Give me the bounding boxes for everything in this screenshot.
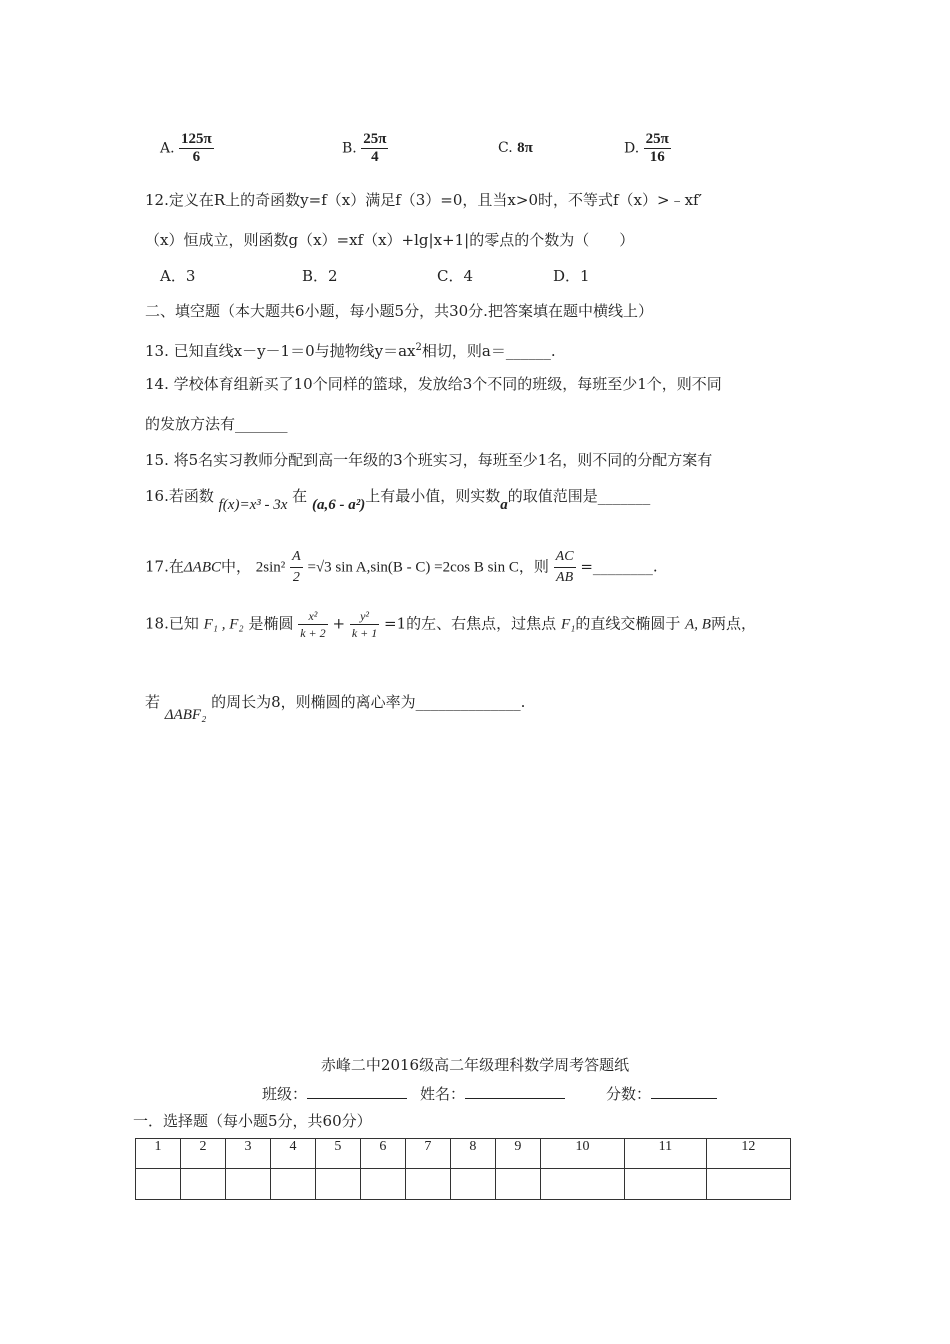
option-value: 8π — [517, 140, 533, 156]
answer-cell[interactable] — [540, 1169, 624, 1200]
q18-line2-suffix: 的周长为8，则椭圆的离心率为______________. — [211, 693, 526, 711]
q11-option-a — [160, 131, 214, 166]
q13-suffix: 相切，则a＝______. — [421, 342, 556, 360]
q17-prefix: 17.在 — [145, 557, 184, 576]
answer-grid-header-cell: 7 — [405, 1139, 450, 1169]
fraction-denominator: 16 — [649, 149, 665, 165]
q12-option-c: C．4 — [437, 267, 474, 285]
q16-variable: a — [500, 497, 508, 513]
name-label: 姓名： — [420, 1085, 466, 1103]
q18-eq: =1 — [384, 614, 407, 633]
fraction-denominator: 6 — [192, 149, 201, 165]
answer-cell[interactable] — [136, 1169, 181, 1200]
q17-end: =________. — [580, 557, 658, 576]
q13-exponent: 2 — [415, 342, 422, 353]
answer-grid-header-cell: 1 — [136, 1139, 181, 1169]
q18-points: A, B — [685, 616, 711, 633]
answer-grid — [135, 1138, 791, 1200]
answer-cell[interactable] — [495, 1169, 540, 1200]
q12-line2: （x）恒成立，则函数g（x）=xf（x）+lg|x+1|的零点的个数为（ ） — [145, 231, 635, 249]
option-label: D. — [624, 140, 640, 157]
q16-suffix: 上有最小值，则实数 — [365, 487, 501, 505]
fraction-denominator: AB — [556, 570, 574, 585]
name-blank — [465, 1084, 565, 1099]
fraction-denominator: 2 — [292, 570, 300, 585]
q15: 15. 将5名实习教师分配到高一年级的3个班实习，每班至少1名，则不同的分配方案有 — [145, 451, 713, 469]
answer-grid-header-row — [136, 1139, 791, 1169]
answer-grid-header-cell: 11 — [625, 1139, 706, 1169]
score-field — [606, 1084, 717, 1104]
q11-option-d — [624, 131, 671, 166]
q12-option-a: A．3 — [160, 267, 196, 285]
section1-heading: 一．选择题（每小题5分，共60分） — [133, 1112, 372, 1130]
q17-half-angle-fraction — [290, 547, 303, 588]
answer-grid-header-cell: 4 — [270, 1139, 315, 1169]
answer-cell[interactable] — [225, 1169, 270, 1200]
answer-cell[interactable] — [706, 1169, 790, 1200]
q17-eq2: =√3 sin A,sin(B - C) =2cos B sin C — [307, 559, 519, 576]
q16-function: f(x)=x³ - 3x — [218, 497, 288, 513]
q18-line1 — [145, 608, 756, 641]
fraction-denominator: k + 2 — [300, 626, 326, 640]
q18-is: 是椭圆 — [248, 614, 294, 633]
q17-eq1: 2sin² — [255, 559, 286, 576]
q17 — [145, 547, 658, 588]
q18-triangle: ΔABF₂ — [164, 707, 207, 723]
fraction-numerator: y² — [350, 608, 379, 625]
answer-grid-header-cell: 5 — [315, 1139, 360, 1169]
fraction-numerator: x² — [298, 608, 327, 625]
q18-plus: + — [332, 614, 346, 633]
score-label: 分数： — [606, 1085, 652, 1103]
q17-ratio-fraction — [554, 547, 576, 588]
q12-line1: 12.定义在R上的奇函数y=f（x）满足f（3）=0，且当x>0时，不等式f（x）>﹣xf′ — [145, 191, 702, 209]
q17-mid: 中， — [221, 557, 252, 576]
answer-grid-header-cell: 12 — [706, 1139, 790, 1169]
class-blank — [307, 1084, 407, 1099]
answer-grid-header-cell: 8 — [450, 1139, 495, 1169]
q11-option-c — [498, 140, 533, 157]
answer-grid-header-cell: 9 — [495, 1139, 540, 1169]
fraction-numerator: 125π — [181, 131, 212, 147]
option-fraction — [361, 131, 388, 166]
fraction-numerator: AC — [554, 547, 576, 568]
answer-grid-header-cell: 6 — [360, 1139, 405, 1169]
q14-line2: 的发放方法有_______ — [145, 415, 288, 433]
option-label: C. — [498, 140, 513, 156]
q18-foci: F₁ , F₂ — [203, 616, 244, 633]
option-fraction — [179, 131, 214, 166]
fraction-numerator: 25π — [645, 131, 669, 147]
q17-then: ，则 — [518, 557, 549, 576]
answer-cell[interactable] — [270, 1169, 315, 1200]
q16-end: 的取值范围是_______ — [507, 487, 651, 505]
q17-triangle: ΔABC — [183, 559, 221, 576]
fraction-denominator: 4 — [371, 149, 379, 165]
answer-cell[interactable] — [360, 1169, 405, 1200]
fraction-denominator: k + 1 — [351, 626, 378, 640]
answer-cell[interactable] — [450, 1169, 495, 1200]
answer-cell[interactable] — [625, 1169, 706, 1200]
q16-prefix: 16.若函数 — [145, 487, 214, 505]
q12-option-b: B．2 — [302, 267, 338, 285]
name-field — [420, 1084, 565, 1104]
class-label: 班级： — [262, 1085, 308, 1103]
option-label: B. — [342, 140, 357, 157]
q12-option-d: D．1 — [553, 267, 590, 285]
answer-grid-header-cell: 3 — [225, 1139, 270, 1169]
q18-f1: F₁ — [560, 616, 576, 633]
answer-cell[interactable] — [315, 1169, 360, 1200]
answer-grid-answer-row — [136, 1169, 791, 1200]
q18-prefix: 18.已知 — [145, 614, 199, 633]
q18-x-fraction — [298, 608, 327, 641]
q13-prefix: 13. 已知直线x－y－1＝0与抛物线y＝ax — [145, 342, 416, 360]
q11-option-b — [342, 131, 388, 166]
answer-cell[interactable] — [405, 1169, 450, 1200]
section2-heading: 二、填空题（本大题共6小题，每小题5分，共30分.把答案填在题中横线上） — [145, 302, 653, 320]
answer-sheet-title: 赤峰二中2016级高二年级理科数学周考答题纸 — [320, 1056, 630, 1074]
q13 — [145, 338, 556, 361]
q18-mid2: 的直线交椭圆于 — [575, 614, 681, 633]
fraction-numerator: A — [290, 547, 303, 568]
q16 — [145, 486, 651, 513]
score-blank — [651, 1084, 717, 1099]
q18-y-fraction — [350, 608, 379, 641]
q16-interval: (a,6 - a²) — [311, 497, 366, 513]
q14-line1: 14. 学校体育组新买了10个同样的篮球，发放给3个不同的班级，每班至少1个，则不同 — [145, 375, 722, 393]
answer-cell[interactable] — [180, 1169, 225, 1200]
q16-mid: 在 — [292, 487, 308, 505]
option-fraction — [644, 131, 671, 166]
q18-mid: 的左、右焦点，过焦点 — [406, 614, 557, 633]
q18-end: 两点， — [710, 614, 756, 633]
q18-line2 — [145, 692, 526, 723]
q18-line2-prefix: 若 — [145, 693, 161, 711]
answer-grid-header-cell: 2 — [180, 1139, 225, 1169]
fraction-numerator: 25π — [363, 131, 387, 147]
answer-grid-header-cell: 10 — [540, 1139, 624, 1169]
class-field — [262, 1084, 407, 1104]
option-label: A. — [160, 140, 175, 157]
